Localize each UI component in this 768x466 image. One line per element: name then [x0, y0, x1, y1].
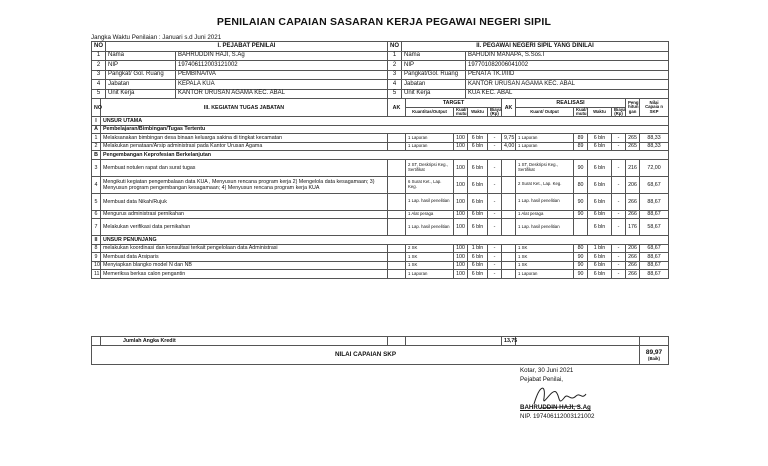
target-output: 1 Lap. hasil penelitian	[406, 219, 454, 236]
activity-row	[92, 219, 669, 236]
realisasi-ak	[502, 210, 516, 219]
activity-row	[92, 159, 669, 176]
activity-row	[92, 253, 669, 262]
official-no: 4	[92, 80, 106, 90]
realisasi-quality: 90	[574, 159, 588, 176]
nilai-capaian-value: 88,33	[640, 142, 669, 151]
employee-value: KUA KEC. ABAL	[466, 89, 669, 99]
activity-label: Membuat data Arsiparis	[101, 253, 388, 262]
officials-no-header-right: NO	[388, 42, 402, 52]
realisasi-quality: 90	[574, 270, 588, 279]
realisasi-quality: 90	[574, 193, 588, 210]
penghitungan-value: 266	[626, 270, 640, 279]
realisasi-output: 1 SK	[516, 244, 574, 253]
realisasi-output: 2 Surat Ket., Lap. Keg.	[516, 176, 574, 193]
official-no: 1	[92, 51, 106, 61]
activity-no: 5	[92, 193, 101, 210]
employee-label: Unit Kerja	[402, 89, 466, 99]
realisasi-ak: 4,00	[502, 142, 516, 151]
section-no: B	[92, 151, 101, 160]
officials-left-header: I. PEJABAT PENILAI	[106, 42, 388, 52]
nilai-capaian-value: 89,97	[645, 349, 663, 357]
realisasi-cost: -	[612, 142, 626, 151]
activity-label: melakukan koordinasi dan konsultasi terkait pengelolaan data Administrasi	[101, 244, 388, 253]
assessor-value: BAHRUDDIN HAJI, S.Ag	[176, 51, 388, 61]
penghitungan-value: 206	[626, 176, 640, 193]
section-label: UNSUR PENUNJANG	[101, 236, 669, 245]
realisasi-cost: -	[612, 210, 626, 219]
target-time: 6 bln	[468, 159, 488, 176]
employee-no: 2	[388, 61, 402, 71]
officials-header-row	[92, 42, 669, 52]
penghitungan-value: 216	[626, 159, 640, 176]
realisasi-quality: 89	[574, 142, 588, 151]
nilai-capaian-value: 88,67	[640, 193, 669, 210]
assessor-value: 197406112003121002	[176, 61, 388, 71]
main-no-header: NO	[92, 99, 101, 117]
assessor-value: PEMBINA/IVA	[176, 70, 388, 80]
signature-nip: NIP. 197406112003121002	[520, 413, 595, 420]
activity-label: Melakukan penataan/Arsip administrasi pada Kantor Urusan Agama	[101, 142, 388, 151]
assessor-value: KEPALA KUA	[176, 80, 388, 90]
nilai-capaian-value: 68,67	[640, 176, 669, 193]
officials-row	[92, 61, 669, 71]
nilai-capaian-cell	[640, 346, 669, 365]
activity-row	[92, 270, 669, 279]
signature-name: BAHRUDDIN HAJI, S.Ag	[520, 404, 591, 411]
section-row	[92, 125, 669, 134]
section-no: II	[92, 236, 101, 245]
employee-label: NIP	[402, 61, 466, 71]
nilai-capaian-value: 58,67	[640, 219, 669, 236]
realisasi-quality	[574, 219, 588, 236]
target-time: 6 bln	[468, 176, 488, 193]
nilai-capaian-value: 88,67	[640, 261, 669, 270]
realisasi-ak	[502, 261, 516, 270]
employee-value: PENATA TK.I/IIID	[466, 70, 669, 80]
activities-body	[92, 117, 669, 279]
officials-row	[92, 80, 669, 90]
target-quality: 100	[454, 253, 468, 262]
target-output: 1 Lap. hasil penelitian	[406, 193, 454, 210]
target-cost: -	[488, 244, 502, 253]
realisasi-output: 1 ST, Deskripsi Keg., Sertifikat	[516, 159, 574, 176]
realisasi-kual-header: Kual/ mutu	[574, 107, 588, 117]
employee-value: KANTOR URUSAN AGAMA KEC. ABAL	[466, 80, 669, 90]
realisasi-quality: 90	[574, 261, 588, 270]
employee-no: 5	[388, 89, 402, 99]
penghitungan-value: 265	[626, 142, 640, 151]
activity-row	[92, 244, 669, 253]
target-time: 6 bln	[468, 142, 488, 151]
activity-label: Mengurus administrasi pernikahan	[101, 210, 388, 219]
nilai-capaian-value: 88,67	[640, 270, 669, 279]
section-no: I	[92, 117, 101, 126]
target-output: 1 SK	[406, 253, 454, 262]
target-output: 1 Laporan	[406, 270, 454, 279]
activity-no: 10	[92, 261, 101, 270]
officials-row	[92, 70, 669, 80]
target-quality: 100	[454, 261, 468, 270]
activity-ak	[388, 244, 406, 253]
summary-table	[91, 336, 669, 365]
target-cost: -	[488, 261, 502, 270]
target-quality: 100	[454, 244, 468, 253]
officials-body	[92, 51, 669, 99]
activities-table	[91, 98, 669, 279]
target-cost: -	[488, 270, 502, 279]
activity-no: 3	[92, 159, 101, 176]
realisasi-quality: 80	[574, 176, 588, 193]
section-label: UNSUR UTAMA	[101, 117, 669, 126]
target-time: 1 bln	[468, 244, 488, 253]
activity-ak	[388, 219, 406, 236]
activity-label: Membuat notulen rapat dan surat tugas	[101, 159, 388, 176]
nilai-capaian-value: 72,00	[640, 159, 669, 176]
activity-no: 6	[92, 210, 101, 219]
target-time: 6 bln	[468, 134, 488, 143]
realisasi-biaya-header: Biaya (Rp)	[612, 107, 626, 117]
officials-row	[92, 51, 669, 61]
activity-row	[92, 261, 669, 270]
target-output: 6 Surat Ket., Lap. Keg.	[406, 176, 454, 193]
realisasi-quality: 89	[574, 134, 588, 143]
target-quality: 100	[454, 176, 468, 193]
activity-label: Menyiapkan blangko model N dan NB	[101, 261, 388, 270]
realisasi-ak: 9,75	[502, 134, 516, 143]
activity-label: Membuat data Nikah/Rujuk	[101, 193, 388, 210]
jumlah-value: 13,75	[502, 337, 516, 346]
activity-ak	[388, 176, 406, 193]
realisasi-cost: -	[612, 244, 626, 253]
main-kegiatan-header: III. KEGIATAN TUGAS JABATAN	[101, 99, 388, 117]
activity-label: Memeriksa berkas calon pengantin	[101, 270, 388, 279]
penghitungan-value: 266	[626, 210, 640, 219]
realisasi-cost: -	[612, 176, 626, 193]
employee-no: 4	[388, 80, 402, 90]
signature-role: Pejabat Penilai,	[520, 376, 563, 383]
realisasi-output: 1 Laporan	[516, 142, 574, 151]
nilai-capaian-grade: (Baik)	[648, 355, 660, 361]
activity-row	[92, 193, 669, 210]
realisasi-quality: 90	[574, 253, 588, 262]
activity-row	[92, 176, 669, 193]
activity-no: 4	[92, 176, 101, 193]
penghitungan-value: 206	[626, 244, 640, 253]
target-quality: 100	[454, 142, 468, 151]
realisasi-output: 1 Lap. hasil penelitian	[516, 219, 574, 236]
employee-label: Jabatan	[402, 80, 466, 90]
activity-no: 8	[92, 244, 101, 253]
target-cost: -	[488, 219, 502, 236]
activity-ak	[388, 193, 406, 210]
official-no: 3	[92, 70, 106, 80]
realisasi-quality: 80	[574, 244, 588, 253]
activity-ak	[388, 270, 406, 279]
jumlah-label: Jumlah Angka Kredit	[101, 337, 388, 346]
penghitungan-value: 266	[626, 193, 640, 210]
target-quality: 100	[454, 270, 468, 279]
activity-row	[92, 134, 669, 143]
target-output: 1 Alat peraga	[406, 210, 454, 219]
realisasi-ak	[502, 219, 516, 236]
target-biaya-header: Biaya (Rp)	[488, 107, 502, 117]
activity-ak	[388, 261, 406, 270]
target-cost: -	[488, 142, 502, 151]
target-kual-header: Kual/ mutu	[454, 107, 468, 117]
target-output: 1 Laporan	[406, 134, 454, 143]
realisasi-ak	[502, 193, 516, 210]
target-output: 2 SK	[406, 244, 454, 253]
realisasi-ak	[502, 270, 516, 279]
official-label: Jabatan	[106, 80, 176, 90]
activity-ak	[388, 253, 406, 262]
activity-ak	[388, 210, 406, 219]
official-no: 2	[92, 61, 106, 71]
realisasi-ak	[502, 253, 516, 262]
target-time: 6 bln	[468, 270, 488, 279]
realisasi-output: 1 Laporan	[516, 134, 574, 143]
activity-no: 9	[92, 253, 101, 262]
activity-ak	[388, 134, 406, 143]
target-waktu-header: Waktu	[468, 107, 488, 117]
penghitungan-value: 265	[626, 134, 640, 143]
realisasi-waktu-header: Waktu	[588, 107, 612, 117]
realisasi-quality: 90	[574, 210, 588, 219]
nilai-capaian-value: 88,67	[640, 210, 669, 219]
realisasi-time: 6 bln	[588, 270, 612, 279]
signature-place-date: Kotar, 30 Juni 2021	[520, 367, 574, 374]
employee-label: Pangkat/Gol. Ruang	[402, 70, 466, 80]
assessment-period: Jangka Waktu Penilaian : Januari s.d Juni 2021	[91, 34, 222, 41]
target-quality: 100	[454, 159, 468, 176]
target-quality: 100	[454, 210, 468, 219]
realisasi-time: 6 bln	[588, 176, 612, 193]
target-quality: 100	[454, 193, 468, 210]
realisasi-cost: -	[612, 219, 626, 236]
target-cost: -	[488, 210, 502, 219]
realisasi-output: 1 SK	[516, 261, 574, 270]
target-time: 6 bln	[468, 210, 488, 219]
target-time: 6 bln	[468, 253, 488, 262]
section-label: Pembelajaran/Bimbingan/Tugas Tertentu	[101, 125, 669, 134]
target-quality: 100	[454, 219, 468, 236]
nilai-capaian-label: NILAI CAPAIAN SKP	[92, 346, 640, 365]
realisasi-time: 6 bln	[588, 193, 612, 210]
section-row	[92, 117, 669, 126]
realisasi-output: 1 Lap. hasil penelitian	[516, 193, 574, 210]
target-time: 6 bln	[468, 193, 488, 210]
penghitungan-value: 176	[626, 219, 640, 236]
handwritten-signature-icon	[530, 378, 590, 412]
activity-label: Melaksanakan bimbingan desa binaan keluarga sakina di tingkat kecamatan	[101, 134, 388, 143]
target-cost: -	[488, 253, 502, 262]
realisasi-kuant-header: Kuant/ Output	[516, 107, 574, 117]
official-label: NIP	[106, 61, 176, 71]
realisasi-time: 6 bln	[588, 142, 612, 151]
employee-value: BAHUDIN MANAPA, S.Sos.I	[466, 51, 669, 61]
penghitungan-value: 266	[626, 253, 640, 262]
penghitungan-header: Peng hitun gan	[626, 99, 640, 117]
main-header-row-1	[92, 99, 669, 108]
realisasi-cost: -	[612, 159, 626, 176]
target-cost: -	[488, 193, 502, 210]
section-no: A	[92, 125, 101, 134]
penghitungan-value: 266	[626, 261, 640, 270]
realisasi-cost: -	[612, 270, 626, 279]
realisasi-output: 1 Alat peraga	[516, 210, 574, 219]
realisasi-time: 6 bln	[588, 134, 612, 143]
activity-no: 2	[92, 142, 101, 151]
employee-value: 197701082006041002	[466, 61, 669, 71]
realisasi-header: REALISASI	[516, 99, 626, 108]
realisasi-time: 1 bln	[588, 244, 612, 253]
realisasi-cost: -	[612, 253, 626, 262]
nilai-capaian-value: 88,67	[640, 253, 669, 262]
assessor-value: KANTOR URUSAN AGAMA KEC. ABAL	[176, 89, 388, 99]
activity-label: Mengikuti kegiatan pengembalaan data KUA , Menyusun rencana program kerja 2) Mengelola data kesagamaan; 3) Menyusun program pengembangan kesagamaan; 4) Menyusun rencana program kerja KUA	[101, 176, 388, 193]
realisasi-time: 6 bln	[588, 261, 612, 270]
realisasi-cost: -	[612, 134, 626, 143]
target-cost: -	[488, 159, 502, 176]
realisasi-output: 1 SK	[516, 253, 574, 262]
realisasi-output: 1 Laporan	[516, 270, 574, 279]
realisasi-cost: -	[612, 193, 626, 210]
officials-table	[91, 41, 669, 99]
activity-no: 1	[92, 134, 101, 143]
section-row	[92, 236, 669, 245]
target-output: 2 ST, Deskripsi Keg., Sertifikat	[406, 159, 454, 176]
realisasi-ak	[502, 176, 516, 193]
nilai-capaian-header: Nilai Capaia n SKP	[640, 99, 669, 117]
realisasi-ak-header: AK	[502, 99, 516, 117]
activity-row	[92, 210, 669, 219]
nilai-capaian-value: 88,33	[640, 134, 669, 143]
employee-label: Nama	[402, 51, 466, 61]
section-row	[92, 151, 669, 160]
jumlah-row	[92, 337, 669, 346]
official-label: Nama	[106, 51, 176, 61]
activity-ak	[388, 142, 406, 151]
section-label: Pengembangan Keprofesian Berkelanjutan	[101, 151, 669, 160]
activity-ak	[388, 159, 406, 176]
target-output: 1 Laporan	[406, 142, 454, 151]
realisasi-time: 6 bln	[588, 159, 612, 176]
official-label: Unit Kerja	[106, 89, 176, 99]
target-output: 1 SK	[406, 261, 454, 270]
target-time: 6 bln	[468, 261, 488, 270]
officials-right-header: II. PEGAWAI NEGERI SIPIL YANG DINILAI	[402, 42, 669, 52]
employee-no: 1	[388, 51, 402, 61]
officials-no-header: NO	[92, 42, 106, 52]
activity-label: Melakukan verifikasi data pernikahan	[101, 219, 388, 236]
target-quality: 100	[454, 134, 468, 143]
realisasi-time: 6 bln	[588, 253, 612, 262]
document-title: PENILAIAN CAPAIAN SASARAN KERJA PEGAWAI NEGERI SIPIL	[216, 16, 552, 28]
official-label: Pangkat/ Gol. Ruang	[106, 70, 176, 80]
realisasi-time: 6 bln	[588, 219, 612, 236]
main-ak-header: AK	[388, 99, 406, 117]
realisasi-ak	[502, 159, 516, 176]
activity-row	[92, 142, 669, 151]
nilai-capaian-value: 68,67	[640, 244, 669, 253]
target-cost: -	[488, 134, 502, 143]
activity-no: 7	[92, 219, 101, 236]
target-time: 6 bln	[468, 219, 488, 236]
target-kuant-header: Kuantitas/Output	[406, 107, 454, 117]
realisasi-cost: -	[612, 261, 626, 270]
nilai-capaian-row	[92, 346, 669, 365]
official-no: 5	[92, 89, 106, 99]
target-cost: -	[488, 176, 502, 193]
realisasi-time: 6 bln	[588, 210, 612, 219]
activity-no: 11	[92, 270, 101, 279]
employee-no: 3	[388, 70, 402, 80]
realisasi-ak	[502, 244, 516, 253]
target-header: TARGET	[406, 99, 502, 108]
